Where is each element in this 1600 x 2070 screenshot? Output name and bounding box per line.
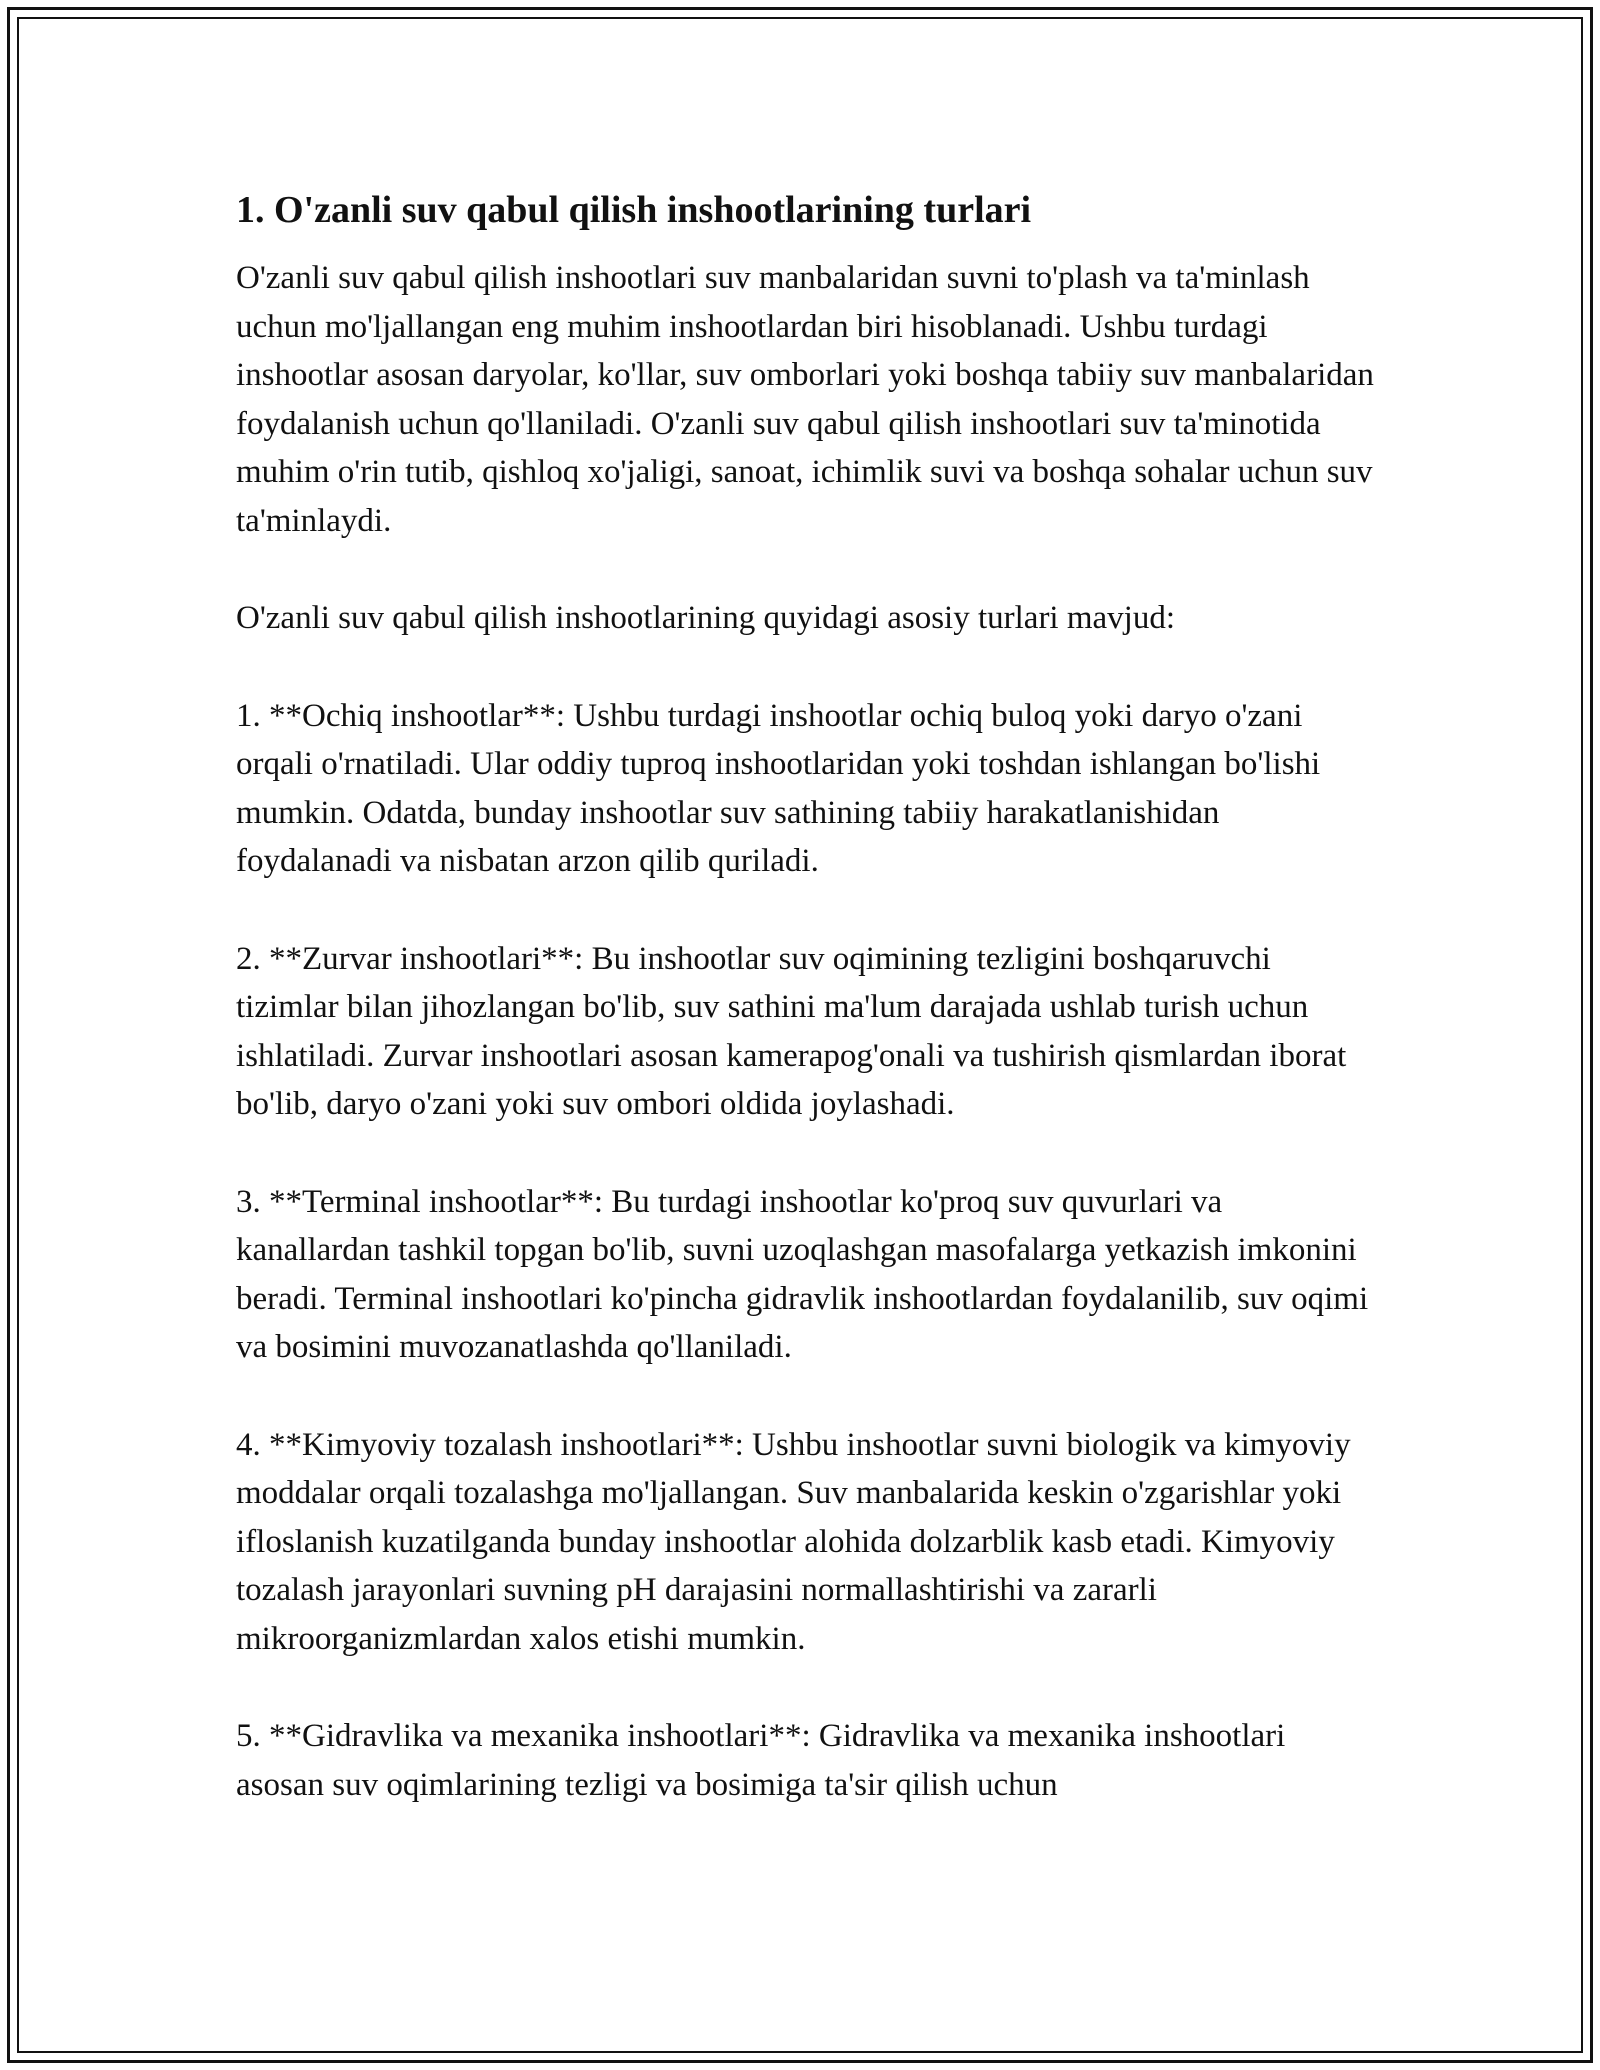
document-body: [236, 186, 1376, 1858]
list-item-gidravlika: 5. **Gidravlika va mexanika inshootlari**: Gidravlika va mexanika inshootlari asosan suv oqimlarining tezligi va bosimiga ta'sir qilish uchun: [236, 1718, 1286, 1803]
paragraph-types-intro: O'zanli suv qabul qilish inshootlarining quyidagi asosiy turlari mavjud:: [236, 600, 1176, 636]
section-heading: 1. O'zanli suv qabul qilish inshootlarining turlari: [236, 189, 1032, 231]
list-item-ochiq: 1. **Ochiq inshootlar**: Ushbu turdagi inshootlar ochiq buloq yoki daryo o'zani orqali o'rnatiladi. Ular oddiy tuproq inshootlaridan yoki toshdan ishlangan bo'lishi mumkin. Odatda, bunday inshootlar suv sathining tabiiy harakatlanishidan foydalanadi va nisbatan arzon qilib quriladi.: [236, 697, 1321, 879]
paragraph-intro: O'zanli suv qabul qilish inshootlari suv manbalaridan suvni to'plash va ta'minlash uchun mo'ljallangan eng muhim inshootlardan biri hisoblanadi. Ushbu turdagi inshootlar asosan daryolar, ko'llar, suv omborlari yoki boshqa tabiiy suv manbalaridan foydalanish uchun qo'llaniladi. O'zanli suv qabul qilish inshootlari suv ta'minotida muhim o'rin tutib, qishloq xo'jaligi, sanoat, ichimlik suvi va boshqa sohalar uchun suv ta'minlaydi.: [236, 260, 1374, 539]
list-item-zurvar: 2. **Zurvar inshootlari**: Bu inshootlar suv oqimining tezligini boshqaruvchi tizimlar bilan jihozlangan bo'lib, suv sathini ma'lum darajada ushlab turish uchun ishlatiladi. Zurvar inshootlari asosan kamerapog'onali va tushirish qismlardan iborat bo'lib, daryo o'zani yoki suv ombori oldida joylashadi.: [236, 940, 1347, 1122]
list-item-kimyoviy: 4. **Kimyoviy tozalash inshootlari**: Ushbu inshootlar suvni biologik va kimyoviy moddalar orqali tozalashga mo'ljallangan. Suv manbalarida keskin o'zgarishlar yoki ifloslanish kuzatilganda bunday inshootlar alohida dolzarblik kasb etadi. Kimyoviy tozalash jarayonlari suvning pH darajasini normallashtirishi va zararli mikroorganizmlardan xalos etishi mumkin.: [236, 1426, 1351, 1657]
list-item-terminal: 3. **Terminal inshootlar**: Bu turdagi inshootlar ko'proq suv quvurlari va kanallardan tashkil topgan bo'lib, suvni uzoqlashgan masofalarga yetkazish imkonini beradi. Terminal inshootlari ko'pincha gidravlik inshootlardan foydalanilib, suv oqimi va bosimini muvozanatlashda qo'llaniladi.: [236, 1183, 1369, 1365]
